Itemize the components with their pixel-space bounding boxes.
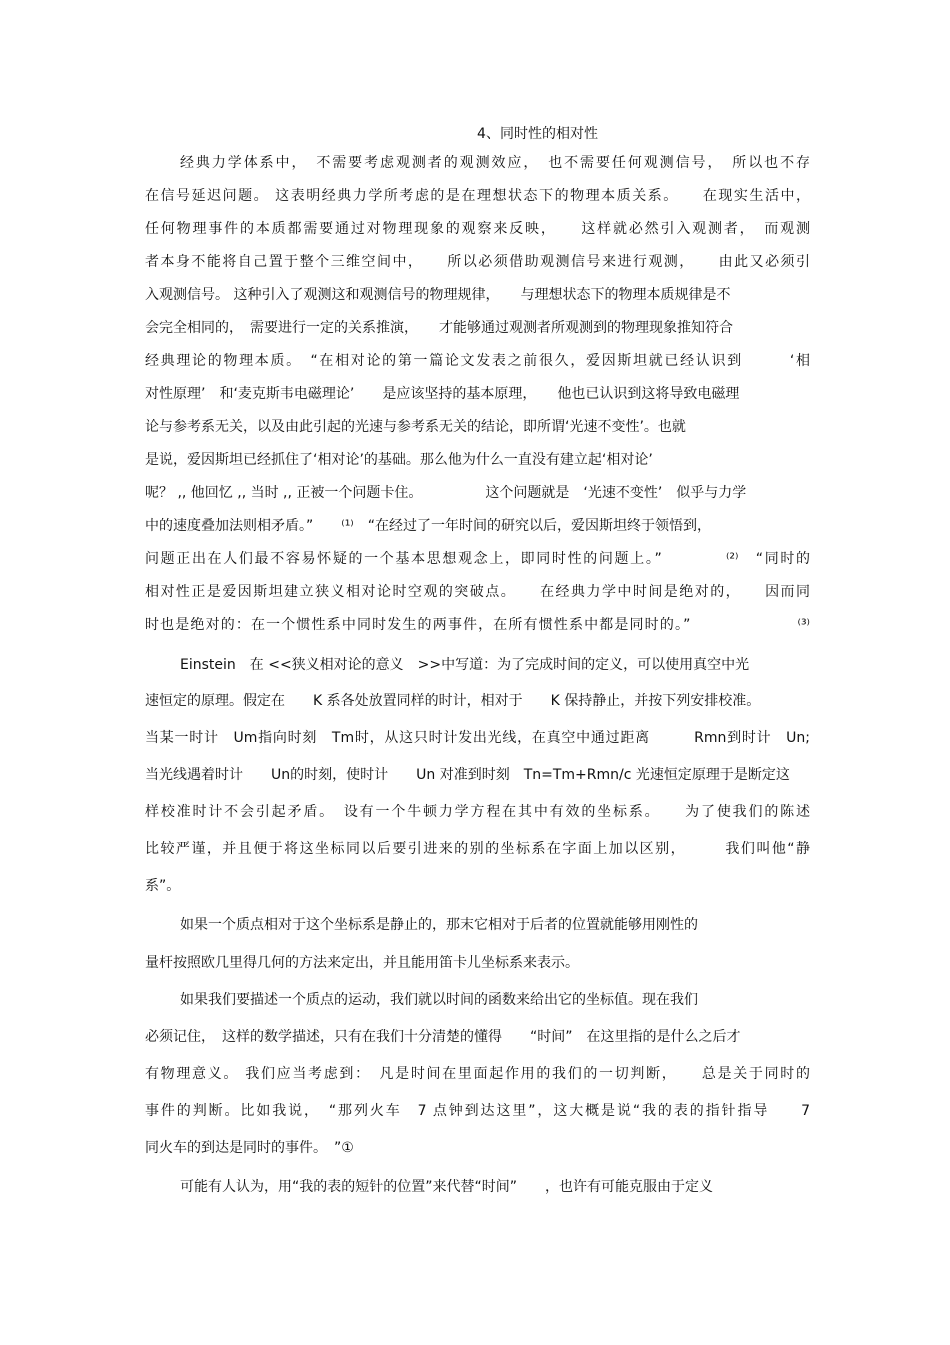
text-line: 当光线遇着时计 Un的时刻，使时计 Un 对准到时刻 Tn=Tm+Rmn/c 光速恒定原理于是断定这	[145, 767, 790, 783]
text-line: 入观测信号。 这种引入了观测这和观测信号的物理规律， 与理想状态下的物理本质规律是不	[145, 287, 731, 303]
text-line: 对性原理’ 和‘麦克斯韦电磁理论’ 是应该坚持的基本原理， 他也已认识到这将导致电磁理	[145, 386, 740, 402]
text-line: 中的速度叠加法则相矛盾。” ⁽¹⁾ “在经过了一年时间的研究以后，爱因斯坦终于领悟到，	[145, 518, 711, 534]
text-line: 如果我们要描述一个质点的运动，我们就以时间的函数来给出它的坐标值。现在我们	[180, 992, 698, 1008]
section-title: 4、同时性的相对性	[477, 126, 598, 142]
text-line: Einstein 在 <<狭义相对论的意义 >>中写道：为了完成时间的定义，可以使用真空中光	[180, 657, 750, 673]
text-line: 呢？ ,, 他回忆 ,, 当时 ,, 正被一个问题卡住。 这个问题就是 ‘光速不变性’ 似乎与力学	[145, 485, 747, 501]
text-line: 相对性正是爱因斯坦建立狭义相对论时空观的突破点。 在经典力学中时间是绝对的， 因而同	[145, 584, 810, 600]
text-line: 同火车的到达是同时的事件。 ”①	[145, 1140, 354, 1156]
text-line: 可能有人认为，用“我的表的短针的位置”来代替“时间” ，也许有可能克服由于定义	[180, 1179, 714, 1195]
text-line: 任何物理事件的本质都需要通过对物理现象的观察来反映， 这样就必然引入观测者， 而观测	[145, 221, 810, 237]
text-line: 速恒定的原理。假定在 K 系各处放置同样的时计，相对于 K 保持静止，并按下列安排校准。	[145, 693, 761, 709]
text-line: 时也是绝对的：在一个惯性系中同时发生的两事件，在所有惯性系中都是同时的。” ⁽³⁾	[145, 617, 810, 633]
text-line: 事件的判断。比如我说， “那列火车 7 点钟到达这里”，这大概是说“我的表的指针指导 7	[145, 1103, 810, 1119]
text-line: 是说，爱因斯坦已经抓住了‘相对论’的基础。那么他为什么一直没有建立起‘相对论’	[145, 452, 653, 468]
text-line: 量杆按照欧几里得几何的方法来定出，并且能用笛卡儿坐标系来表示。	[145, 955, 579, 971]
text-line: 者本身不能将自己置于整个三维空间中， 所以必须借助观测信号来进行观测， 由此又必须引	[145, 254, 810, 270]
text-line: 论与参考系无关，以及由此引起的光速与参考系无关的结论，即所谓‘光速不变性’。也就	[145, 419, 686, 435]
text-line: 必须记住， 这样的数学描述，只有在我们十分清楚的懂得 “时间” 在这里指的是什么之后才	[145, 1029, 741, 1045]
text-line: 经典力学体系中， 不需要考虑观测者的观测效应， 也不需要任何观测信号， 所以也不存	[180, 155, 810, 171]
text-line: 会完全相同的， 需要进行一定的关系推演， 才能够通过观测者所观测到的物理现象推知符合	[145, 320, 733, 336]
text-line: 系”。	[145, 878, 181, 894]
text-line: 在信号延迟问题。 这表明经典力学所考虑的是在理想状态下的物理本质关系。 在现实生活中，	[145, 188, 810, 204]
text-line: 比较严谨，并且便于将这坐标同以后要引进来的别的坐标系在字面上加以区别， 我们叫他“静	[145, 841, 810, 857]
text-line: 经典理论的物理本质。 “在相对论的第一篇论文发表之前很久，爱因斯坦就已经认识到 ‘相	[145, 353, 810, 369]
text-line: 样校准时计不会引起矛盾。 设有一个牛顿力学方程在其中有效的坐标系。 为了使我们的陈述	[145, 804, 810, 820]
text-line: 当某一时计 Um指向时刻 Tm时，从这只时计发出光线，在真空中通过距离 Rmn到时计 Un;	[145, 730, 810, 746]
text-line: 有物理意义。 我们应当考虑到： 凡是时间在里面起作用的我们的一切判断， 总是关于同时的	[145, 1066, 810, 1082]
text-line: 如果一个质点相对于这个坐标系是静止的，那末它相对于后者的位置就能够用刚性的	[180, 917, 698, 933]
text-line: 问题正出在人们最不容易怀疑的一个基本思想观念上，即同时性的问题上。” ⁽²⁾ “同时的	[145, 551, 810, 567]
